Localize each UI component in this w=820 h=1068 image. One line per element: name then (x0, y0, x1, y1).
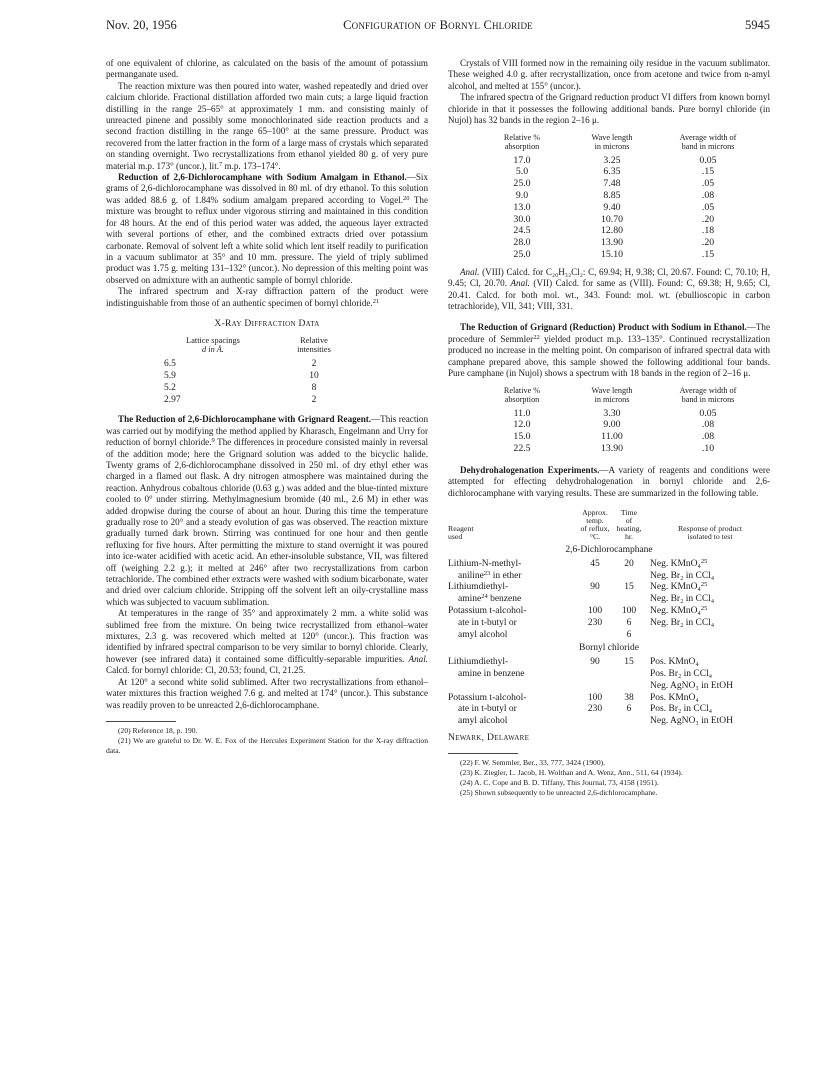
paragraph: Crystals of VIII formed now in the remaining oily residue in the vacuum sublimator. These weighed 4.0 g. after recrystallization, once from acetone and twice from n-amyl alcohol, and melted at 155° (uncor.). (448, 58, 770, 91)
table-row: 25.0 15.10 .15 (513, 249, 715, 260)
column-header: Reagent used (448, 524, 474, 542)
column-header: Average width of band in microns (679, 386, 737, 405)
running-header (106, 18, 770, 58)
header-date: Nov. 20, 1956 (106, 18, 177, 32)
footnote: (22) F. W. Semmler, Ber., 33, 777, 3424 (1900). (460, 758, 606, 768)
column-header: Wave length in microns (591, 386, 633, 405)
footnotes (448, 758, 770, 797)
table-row: Neg. AgNO₃ in EtOH (650, 680, 733, 691)
table-row: 5.2 8 (164, 383, 317, 394)
table-row: Potassium t-alcohol- 100 100 Neg. KMnO₄$^{25}$ (448, 605, 708, 617)
footnote: (24) A. C. Cope and B. D. Tiffany, This Journal, 73, 4158 (1951). (460, 778, 659, 787)
section-heading: Dehydrohalogenation Experiments. (460, 464, 600, 475)
paragraph: At 120° a second white solid sublimed. After two recrystallizations from ethanol–water mixtures this fraction weighed 7.6 g. and melted at 174° (uncor.). This substance was readily proven to be unreacted 2,6-dichlorocamphane. (106, 676, 428, 710)
table-row: 13.0 9.40 .05 (513, 201, 715, 213)
table-row: Potassium t-alcohol- 100 38 Pos. KMnO₄ (448, 692, 699, 703)
table-row: 11.0 3.30 0.05 (513, 407, 717, 419)
paragraph: Reduction of 2,6-Dichlorocamphane with Sodium Amalgam in Ethanol.—Six grams of 2,6-dichlorocamphane was dissolved in 80 ml. of dry ethanol. To this solution was added 88.6 g. of 1.84% sodium amalgam prepared according to Vogel.$^{20}$ The mixture was brought to reflux under vigorous stirring and maintained in this condition for 48 hours. At the end of this period water was added, the aqueous layer extracted with several portions of ether, and the combined extracts dried over potassium carbonate. Removal of solvent left a white solid which lent itself readily to purification in a vacuum sublimator at 35° and 10 mm. pressure. The yield of triply sublimed product was 1.75 g. melting 131–132° (uncor.). No depression of this melting point was observed on admixture with an authentic sample of bornyl chloride. (106, 172, 428, 285)
table-row: 12.0 9.00 .08 (513, 419, 715, 431)
table-row: 5.0 6.35 .15 (515, 166, 715, 178)
paragraph: The infrared spectrum and X-ray diffraction pattern of the product were indistinguishable from those of an authentic specimen of bornyl chloride.$^{21}$ (106, 286, 428, 308)
column-header: Response of product isolated to test (677, 524, 743, 542)
paragraph: The Reduction of 2,6-Dichlorocamphane with Grignard Reagent.—This reaction was carried out by modifying the method applied by Kharasch, Engelmann and Urry for reduction of bornyl chloride.$^9$ The differences in procedure consisted mainly in reversal of the addition mode; here the Grignard solution was added to the bicyclic halide. Twenty grams of 2,6-dichlorocamphane dissolved in 250 ml. of dry ethyl ether was charged in a flamed out flask. A dry nitrogen atmosphere was maintained during the reaction. Anhydrous cobaltous chloride (0.63 g.) was added and the blue-tinted mixture cooled to 0° under stirring. Methylmagnesium bromide (40 ml., 2.6 M) in ether was added dropwise during the course of about an hour. During this time the temperature gradually rose to 20° and a steady evolution of gas was observed. The reaction mixture gradually turned dark brown. Stirring was continued for one hour and then gentle refluxing for five hours. After permitting the mixture to stand overnight it was poured into ice-water acidified with acetic acid. An ether-insoluble substance, VII, was filtered off (weighing 2.2 g.); it melted at 246° after two recrystallizations from carbon tetrachloride. The combined ether extracts were washed with sodium bicarbonate, water and dried over calcium chloride. Stripping off the solvent left an oily-crystalline mass which was subjected to vacuum sublimation. (106, 414, 428, 607)
column-header: Average width of band in microns (679, 133, 737, 152)
table-row: amyl alcohol Neg. AgNO₃ in EtOH (458, 716, 733, 727)
footnote: (25) Shown subsequently to be unreacted 2,6-dichlorocamphane. (460, 787, 658, 797)
group-label: Bornyl chloride (579, 643, 639, 654)
paragraph: The Reduction of Grignard (Reduction) Product with Sodium in Ethanol.—The procedure of Semmler$^{22}$ yielded product m.p. 133–135°. Continued recrystallization produced no increase in the melting point. On comparison of infrared spectral data with camphane prepared above, this sample showed the following additional four bands. Pure camphane (in Nujol) shows a spectrum with 18 bands in the region of 2–16 μ. (448, 322, 770, 379)
paragraph: Dehydrohalogenation Experiments.—A variety of reagents and conditions were attempted for effecting dehydrohalogenation in bornyl chloride and 2,6-dichlorocamphane with varying results. These are summarized in the following table. (448, 464, 770, 498)
two-column-body (106, 58, 770, 798)
table-row: 28.0 13.90 .20 (513, 237, 715, 249)
column-header: Relative % absorption (503, 133, 541, 152)
reference-mark: 7 (219, 160, 223, 168)
group-label: 2,6-Dichlorocamphane (565, 545, 653, 556)
column-header: Relative intensities (297, 336, 331, 355)
infrared-table-grignard-product (480, 134, 756, 260)
page-number: 5945 (745, 18, 770, 32)
paragraph: of one equivalent of chlorine, as calculated on the basis of the amount of potassium permanganate used. (106, 58, 428, 80)
xray-table (152, 336, 354, 406)
footnote-rule (106, 721, 176, 722)
table-row: ate in t-butyl or 230 6 Pos. Br₂ in CCl₄ (458, 704, 713, 715)
column-header: Relative % absorption (503, 386, 541, 405)
column-header: Approx. temp. of reflux, °C. (580, 508, 610, 542)
table-row: 15.0 11.00 .08 (513, 431, 715, 443)
table-row: amine$^{24}$ benzene Neg. Br₂ in CCl₄ (458, 593, 715, 605)
table-row: aniline$^{23}$ in ether Neg. Br₂ in CCl₄ (458, 569, 715, 581)
table-row: amyl alcohol 6 (458, 629, 632, 640)
column-header: Time of heating, hr. (616, 508, 642, 542)
dehydrohalogenation-table (448, 509, 770, 728)
footnote: (20) Reference 18, p. 190. (118, 725, 198, 735)
table-row: 9.0 8.85 .08 (515, 190, 715, 202)
table-row: 2.97 2 (164, 395, 317, 406)
table-row: Lithium-N-methyl- 45 20 Neg. KMnO₄$^{25}$ (448, 557, 708, 569)
table-row: 25.0 7.48 .05 (513, 178, 715, 190)
left-column (106, 58, 428, 798)
table-row: 6.5 2 (164, 359, 317, 370)
infrared-table-reduction-product (480, 387, 756, 454)
footnote-rule (448, 753, 518, 754)
column-header: Wave length in microns (591, 133, 633, 152)
paragraph: The reaction mixture was then poured into water, washed repeatedly and dried over calcium chloride. Fractional distillation afforded two main cuts; a large liquid fraction distilling in the range 25–65° at approximately 1 mm. and consisting mainly of unreacted pinene and possibly some monochlorinated side reaction products and a second fraction distilling in the range 65–100° at the same pressure. Product was recovered from the latter fraction in the form of a large mass of crystals which separated on standing overnight. Two recrystallizations from ethanol yielded 80 g. of very pure material m.p. 173° (uncor.), lit.$^7$ m.p. 173–174°. (106, 80, 428, 171)
header-title: Configuration of Bornyl Chloride (343, 18, 533, 32)
section-heading: The Reduction of 2,6-Dichlorocamphane with Grignard Reagent. (118, 414, 372, 425)
right-column (448, 58, 770, 798)
table-row: ate in t-butyl or 230 6 Neg. Br₂ in CCl₄ (458, 617, 715, 628)
reference-mark: 22 (533, 333, 540, 341)
table-row: Lithiumdiethyl- 90 15 Pos. KMnO₄ (448, 657, 699, 668)
column-header: Lattice spacings d in Å. (186, 336, 240, 355)
table-row: 24.5 12.80 .18 (513, 225, 715, 237)
footnote: (23) K. Ziegler, L. Jacob, H. Wolthan and A. Wenz, Ann., 511, 64 (1934). (460, 768, 683, 778)
table-row: 22.5 13.90 .10 (513, 443, 715, 455)
paragraph: The infrared spectra of the Grignard reduction product VI differs from known bornyl chloride in that it possesses the following additional bands. Pure bornyl chloride (in Nujol) has 32 bands in the region 2–16 μ. (448, 92, 770, 126)
section-heading: Reduction of 2,6-Dichlorocamphane with Sodium Amalgam in Ethanol. (118, 172, 407, 183)
author-location: Newark, Delaware (448, 732, 530, 743)
table-caption: X-Ray Diffraction Data (214, 318, 320, 329)
table-row: 30.0 10.70 .20 (513, 213, 715, 225)
paragraph: Anal. (VIII) Calcd. for C₂₀H₃₂Cl₂: C, 69.94; H, 9.38; Cl, 20.67. Found: C, 70.10; H, 9.45; Cl, 20.70. Anal. (VII) Calcd. for same as (VIII). Found: C, 69.38; H, 9.65; Cl, 20.41. Calcd. for both mol. wt., 343. Found: mol. wt. (ebullioscopic in carbon tetrachloride), VII, 341; VIII, 331. (448, 266, 770, 312)
table-row: 5.9 10 (164, 371, 319, 382)
table-row: amine in benzene Pos. Br₂ in CCl₄ (458, 669, 713, 680)
table-row: 17.0 3.25 0.05 (513, 154, 717, 166)
reference-mark: 9 (211, 437, 215, 445)
footnote: (21) We are grateful to Dr. W. E. Fox of the Hercules Experiment Station for the X-ray diffraction data. (106, 735, 428, 755)
paragraph: At temperatures in the range of 35° and approximately 2 mm. a white solid was sublimed free from the mixture. On being twice recrystallized from ethanol–water mixtures, 2.3 g. was recovered which melted at 120° (uncor.). This fraction was identified by infrared spectral comparison to be very similar to bornyl chloride. Clearly, however (see infrared data) it contained some difficultly-separable impurities. Anal. Calcd. for bornyl chloride: Cl, 20.53; found, Cl, 21.25. (106, 608, 428, 676)
footnotes (106, 726, 428, 755)
reference-mark: 21 (372, 297, 380, 305)
section-heading: The Reduction of Grignard (Reduction) Product with Sodium in Ethanol. (460, 322, 747, 333)
reference-mark: 20 (403, 194, 410, 202)
table-row: Lithiumdiethyl- 90 15 Neg. KMnO₄$^{25}$ (448, 581, 708, 593)
